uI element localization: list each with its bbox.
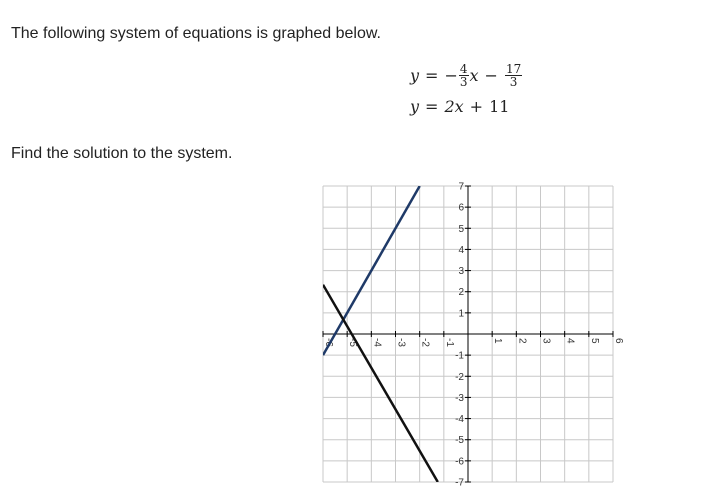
y-tick-label: -4 — [455, 414, 464, 426]
y-tick-label: 5 — [458, 223, 464, 235]
x-tick-label: 3 — [540, 338, 552, 344]
question-intro: The following system of equations is graphed below. — [11, 25, 381, 42]
eq1-y: y — [410, 66, 420, 85]
y-tick-label: 3 — [458, 266, 464, 278]
eq1-const-den: 3 — [509, 75, 518, 89]
eq1-const-num: 17 — [505, 62, 522, 76]
eq2-op: + — [469, 97, 484, 116]
eq1-equals: = — [425, 66, 439, 85]
eq1-x: x — [469, 66, 479, 85]
y-tick-label: -1 — [455, 350, 464, 362]
eq1-coef-fraction — [459, 63, 469, 88]
x-tick-label: -2 — [419, 338, 431, 347]
x-tick-label: -6 — [323, 338, 334, 347]
equation-1 — [410, 63, 523, 88]
y-tick-label: 7 — [458, 181, 464, 193]
eq1-coef-den: 3 — [459, 75, 468, 89]
y-tick-label: 1 — [458, 308, 464, 320]
x-tick-label: -3 — [395, 338, 407, 347]
y-tick-label: -3 — [455, 392, 464, 404]
eq2-y: y — [410, 97, 420, 116]
eq1-const-fraction — [505, 63, 522, 88]
eq1-op: − — [484, 66, 498, 85]
eq2-equals: = — [425, 97, 439, 116]
x-tick-label: 6 — [613, 338, 624, 344]
eq1-sign: − — [444, 66, 458, 85]
y-tick-label: 6 — [458, 202, 464, 214]
eq2-coef: 2x — [444, 97, 464, 116]
eq2-const: 11 — [489, 97, 510, 116]
x-tick-label: -4 — [371, 338, 383, 347]
x-tick-label: 2 — [516, 338, 528, 344]
y-tick-label: -5 — [455, 435, 464, 447]
y-tick-label: -6 — [455, 456, 464, 468]
y-tick-label: 2 — [458, 287, 464, 299]
y-tick-label: -7 — [455, 477, 464, 489]
series-line-2 — [323, 285, 438, 482]
x-tick-label: 1 — [492, 338, 504, 344]
x-tick-label: 5 — [588, 338, 600, 344]
y-tick-label: -2 — [455, 371, 464, 383]
eq1-coef-num: 4 — [459, 62, 468, 76]
question-prompt: Find the solution to the system. — [11, 145, 233, 162]
x-tick-label: -1 — [443, 338, 455, 347]
equation-2 — [410, 97, 509, 116]
x-tick-label: -5 — [347, 338, 359, 347]
coordinate-graph — [300, 176, 640, 492]
x-tick-label: 4 — [564, 338, 576, 344]
y-tick-label: 4 — [458, 244, 464, 256]
